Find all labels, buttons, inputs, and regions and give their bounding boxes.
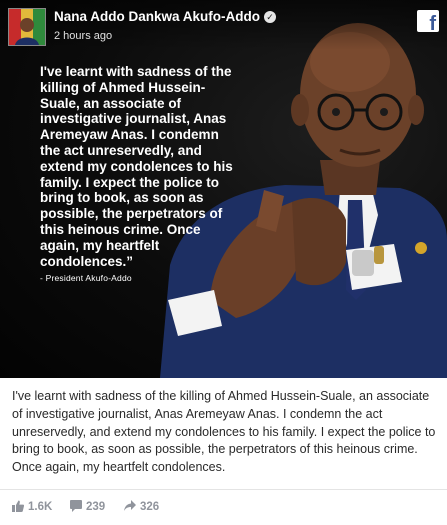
reactions-bar <box>0 489 447 525</box>
share-arrow-icon <box>124 500 136 512</box>
comments-count-button[interactable] <box>70 500 105 514</box>
post-timestamp[interactable]: 2 hours ago <box>54 30 113 42</box>
facebook-icon[interactable]: f <box>417 10 439 32</box>
shares-count-button[interactable] <box>124 500 159 514</box>
avatar[interactable] <box>8 8 46 46</box>
thumbs-up-icon <box>12 500 24 512</box>
shares-count: 326 <box>140 501 160 513</box>
image-attribution: - President Akufo-Addo <box>40 273 132 283</box>
comments-count: 239 <box>86 501 106 513</box>
verified-badge-icon: ✓ <box>264 11 276 23</box>
likes-count-button[interactable] <box>12 500 52 514</box>
author-name-link[interactable] <box>54 9 276 24</box>
post-header <box>0 0 447 50</box>
likes-count: 1.6K <box>28 501 53 513</box>
post-body-text: I've learnt with sadness of the killing of Ahmed Hussein-Suale, an associate of investigative journalist, Anas Aremeyaw Anas. I condemn the act unreservedly, and extend my condolences to his family. I expect the police to bring to book, as soon as possible, the perpetrators of this heinous crime. Once again, my heartfelt condolences. <box>12 389 436 475</box>
avatar-icon <box>9 9 45 45</box>
image-quote-text: I've learnt with sadness of the killing of Ahmed Hussein-Suale, an associate of investigative journalist, Anas Aremeyaw Anas. I condemn the act unreservedly, and extend my condolences to his family. I expect the police to bring to book, as soon as possible, the perpetrators of this heinous crime. Once again, my heartfelt condolences.” <box>40 64 233 269</box>
comment-bubble-icon <box>70 500 82 512</box>
author-name[interactable]: Nana Addo Dankwa Akufo-Addo <box>54 9 261 24</box>
